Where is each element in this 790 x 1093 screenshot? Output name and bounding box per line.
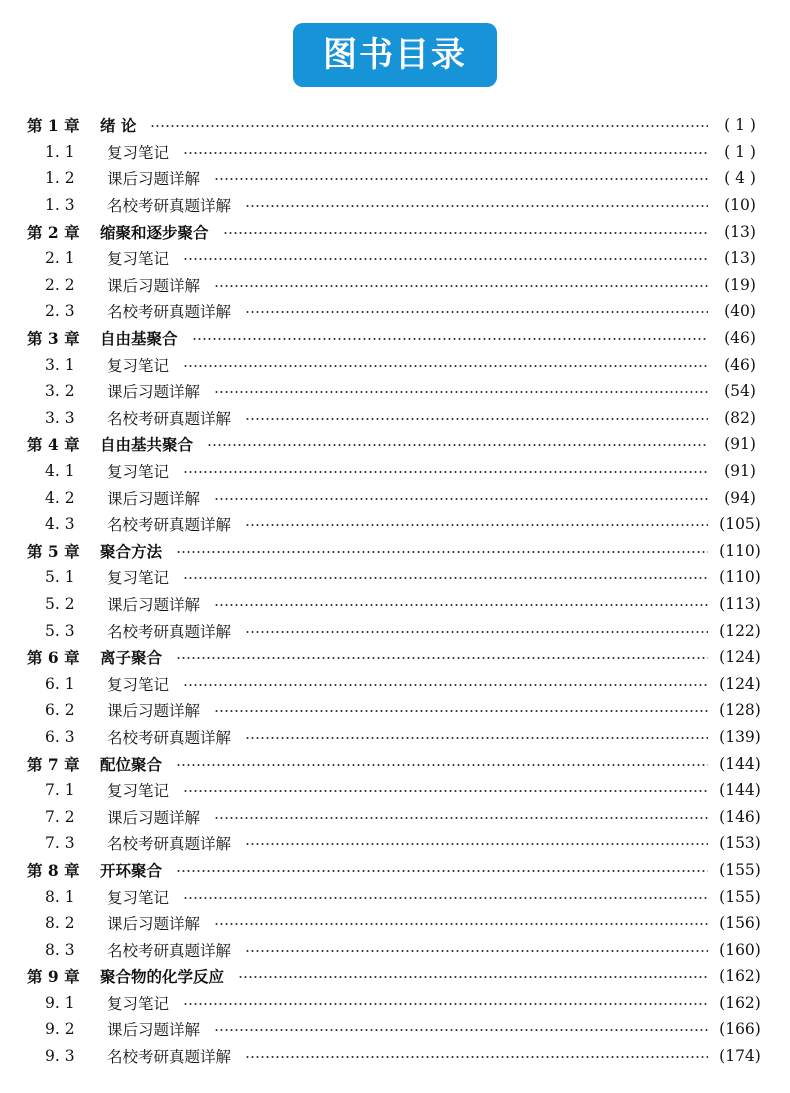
dot-leader — [183, 1003, 708, 1005]
section-number: 7. 1 — [45, 781, 75, 800]
section-title: 课后习题详解 — [107, 170, 201, 189]
chapter-title: 配位聚合 — [100, 755, 163, 774]
section-number: 4. 2 — [45, 488, 75, 507]
section-number: 2. 3 — [45, 302, 75, 321]
page-number: (124) — [719, 674, 761, 693]
page-number: (156) — [719, 914, 761, 933]
section-title: 课后习题详解 — [107, 595, 201, 614]
page-number: (91) — [724, 435, 756, 454]
section-title: 复习笔记 — [107, 782, 170, 801]
toc-section-row[interactable] — [27, 990, 764, 1017]
page-number: (139) — [719, 727, 761, 746]
toc-chapter-row[interactable] — [27, 857, 764, 884]
section-title: 复习笔记 — [107, 675, 170, 694]
page-number: (10) — [724, 196, 756, 215]
dot-leader — [245, 311, 708, 313]
section-title: 课后习题详解 — [107, 276, 201, 295]
section-title: 课后习题详解 — [107, 383, 201, 402]
section-title: 复习笔记 — [107, 463, 170, 482]
page-number: ( 4 ) — [724, 169, 756, 188]
dot-leader — [150, 125, 708, 127]
toc-section-row[interactable] — [27, 139, 764, 166]
chapter-number: 第 4 章 — [27, 435, 80, 455]
chapter-title: 离子聚合 — [100, 649, 163, 668]
page-number: (54) — [724, 382, 756, 401]
toc-chapter-row[interactable] — [27, 112, 764, 139]
dot-leader — [183, 258, 708, 260]
section-number: 7. 3 — [45, 834, 75, 853]
toc-section-row[interactable] — [27, 591, 764, 618]
section-number: 5. 2 — [45, 594, 75, 613]
section-number: 1. 1 — [45, 142, 75, 161]
page-number: (46) — [724, 355, 756, 374]
page-number: (94) — [724, 488, 756, 507]
toc-section-row[interactable] — [27, 564, 764, 591]
page-number: (153) — [719, 834, 761, 853]
page-number: ( 1 ) — [724, 142, 756, 161]
section-number: 3. 3 — [45, 408, 75, 427]
section-title: 名校考研真题详解 — [107, 728, 232, 747]
chapter-number: 第 9 章 — [27, 967, 80, 987]
page-number: (122) — [719, 621, 761, 640]
dot-leader — [183, 577, 708, 579]
dot-leader — [183, 684, 708, 686]
page-title: 图书目录 — [293, 23, 497, 87]
section-number: 5. 1 — [45, 568, 75, 587]
toc-section-row[interactable] — [27, 511, 764, 538]
page-number: (105) — [719, 515, 761, 534]
dot-leader — [214, 1029, 708, 1031]
dot-leader — [245, 631, 708, 633]
dot-leader — [214, 498, 708, 500]
toc-chapter-row[interactable] — [27, 644, 764, 671]
page-number: (144) — [719, 754, 761, 773]
page-number: (110) — [719, 541, 761, 560]
dot-leader — [214, 710, 708, 712]
section-title: 名校考研真题详解 — [107, 941, 232, 960]
page-number: (124) — [719, 648, 761, 667]
section-title: 课后习题详解 — [107, 702, 201, 721]
dot-leader — [245, 524, 708, 526]
page-number: (166) — [719, 1020, 761, 1039]
page-number: (19) — [724, 275, 756, 294]
section-title: 复习笔记 — [107, 143, 170, 162]
toc-chapter-row[interactable] — [27, 218, 764, 245]
section-title: 课后习题详解 — [107, 489, 201, 508]
page-number: ( 1 ) — [724, 116, 756, 135]
section-title: 课后习题详解 — [107, 808, 201, 827]
toc-section-row[interactable] — [27, 803, 764, 830]
dot-leader — [214, 178, 708, 180]
toc-section-row[interactable] — [27, 883, 764, 910]
toc-chapter-row[interactable] — [27, 431, 764, 458]
chapter-number: 第 2 章 — [27, 222, 80, 242]
chapter-title: 自由基聚合 — [100, 330, 178, 349]
dot-leader — [176, 551, 708, 553]
chapter-title: 自由基共聚合 — [100, 436, 194, 455]
page-number: (128) — [719, 701, 761, 720]
toc-section-row[interactable] — [27, 697, 764, 724]
section-number: 8. 1 — [45, 887, 75, 906]
toc-section-row[interactable] — [27, 1043, 764, 1070]
section-number: 6. 3 — [45, 727, 75, 746]
page-number: (82) — [724, 408, 756, 427]
dot-leader — [245, 418, 708, 420]
toc-section-row[interactable] — [27, 936, 764, 963]
dot-leader — [245, 205, 708, 207]
page-number: (162) — [719, 993, 761, 1012]
dot-leader — [207, 444, 708, 446]
section-number: 3. 2 — [45, 382, 75, 401]
section-number: 4. 3 — [45, 515, 75, 534]
dot-leader — [245, 737, 708, 739]
section-title: 名校考研真题详解 — [107, 409, 232, 428]
section-title: 名校考研真题详解 — [107, 622, 232, 641]
chapter-number: 第 3 章 — [27, 329, 80, 349]
chapter-title: 聚合方法 — [100, 542, 163, 561]
dot-leader — [183, 790, 708, 792]
section-title: 课后习题详解 — [107, 915, 201, 934]
toc-section-row[interactable] — [27, 165, 764, 192]
chapter-title: 聚合物的化学反应 — [100, 968, 225, 987]
section-title: 复习笔记 — [107, 250, 170, 269]
chapter-title: 缩聚和逐步聚合 — [100, 223, 209, 242]
toc-section-row[interactable] — [27, 351, 764, 378]
toc-chapter-row[interactable] — [27, 538, 764, 565]
toc-chapter-row[interactable] — [27, 750, 764, 777]
section-title: 复习笔记 — [107, 994, 170, 1013]
toc-section-row[interactable] — [27, 830, 764, 857]
chapter-number: 第 6 章 — [27, 648, 80, 668]
section-title: 复习笔记 — [107, 569, 170, 588]
page-number: (174) — [719, 1047, 761, 1066]
chapter-title: 绪 论 — [100, 117, 137, 136]
page-number: (110) — [719, 568, 761, 587]
section-number: 6. 2 — [45, 701, 75, 720]
section-number: 1. 3 — [45, 196, 75, 215]
toc-section-row[interactable] — [27, 724, 764, 751]
chapter-number: 第 7 章 — [27, 754, 80, 774]
section-title: 名校考研真题详解 — [107, 516, 232, 535]
dot-leader — [214, 923, 708, 925]
chapter-number: 第 5 章 — [27, 541, 80, 561]
toc-section-row[interactable] — [27, 458, 764, 485]
toc-section-row[interactable] — [27, 777, 764, 804]
section-number: 9. 2 — [45, 1020, 75, 1039]
toc-section-row[interactable] — [27, 1016, 764, 1043]
toc-section-row[interactable] — [27, 298, 764, 325]
dot-leader — [245, 843, 708, 845]
chapter-number: 第 8 章 — [27, 860, 80, 880]
toc-section-row[interactable] — [27, 670, 764, 697]
section-number: 6. 1 — [45, 674, 75, 693]
page-number: (144) — [719, 781, 761, 800]
dot-leader — [214, 391, 708, 393]
dot-leader — [183, 152, 708, 154]
section-title: 名校考研真题详解 — [107, 835, 232, 854]
toc-section-row[interactable] — [27, 617, 764, 644]
page-number: (91) — [724, 462, 756, 481]
dot-leader — [245, 950, 708, 952]
page-number: (13) — [724, 249, 756, 268]
dot-leader — [214, 285, 708, 287]
dot-leader — [245, 1056, 708, 1058]
section-number: 9. 1 — [45, 993, 75, 1012]
toc-chapter-row[interactable] — [27, 963, 764, 990]
section-number: 8. 2 — [45, 914, 75, 933]
section-number: 2. 2 — [45, 275, 75, 294]
toc-section-row[interactable] — [27, 192, 764, 219]
section-title: 复习笔记 — [107, 356, 170, 375]
section-title: 名校考研真题详解 — [107, 303, 232, 322]
toc-section-row[interactable] — [27, 378, 764, 405]
toc-chapter-row[interactable] — [27, 325, 764, 352]
dot-leader — [214, 817, 708, 819]
chapter-number: 第 1 章 — [27, 116, 80, 136]
section-number: 2. 1 — [45, 249, 75, 268]
table-of-contents — [27, 112, 764, 1069]
dot-leader — [176, 764, 708, 766]
page-number: (40) — [724, 302, 756, 321]
page-number: (155) — [719, 887, 761, 906]
dot-leader — [183, 365, 708, 367]
toc-section-row[interactable] — [27, 910, 764, 937]
dot-leader — [223, 232, 708, 234]
dot-leader — [183, 897, 708, 899]
section-number: 7. 2 — [45, 807, 75, 826]
chapter-title: 开环聚合 — [100, 861, 163, 880]
page-number: (13) — [724, 222, 756, 241]
section-title: 名校考研真题详解 — [107, 1048, 232, 1067]
toc-section-row[interactable] — [27, 484, 764, 511]
dot-leader — [214, 604, 708, 606]
page-number: (146) — [719, 807, 761, 826]
page-number: (155) — [719, 860, 761, 879]
page-number: (160) — [719, 940, 761, 959]
dot-leader — [176, 657, 708, 659]
dot-leader — [176, 870, 708, 872]
toc-section-row[interactable] — [27, 272, 764, 299]
section-number: 8. 3 — [45, 940, 75, 959]
section-number: 4. 1 — [45, 462, 75, 481]
page-number: (162) — [719, 967, 761, 986]
page-number: (113) — [719, 594, 761, 613]
section-number: 9. 3 — [45, 1047, 75, 1066]
section-number: 3. 1 — [45, 355, 75, 374]
section-title: 复习笔记 — [107, 888, 170, 907]
section-title: 名校考研真题详解 — [107, 197, 232, 216]
section-number: 5. 3 — [45, 621, 75, 640]
dot-leader — [183, 471, 708, 473]
dot-leader — [192, 338, 708, 340]
header — [0, 23, 790, 87]
page-number: (46) — [724, 329, 756, 348]
section-title: 课后习题详解 — [107, 1021, 201, 1040]
toc-section-row[interactable] — [27, 245, 764, 272]
toc-section-row[interactable] — [27, 405, 764, 432]
dot-leader — [238, 976, 708, 978]
section-number: 1. 2 — [45, 169, 75, 188]
